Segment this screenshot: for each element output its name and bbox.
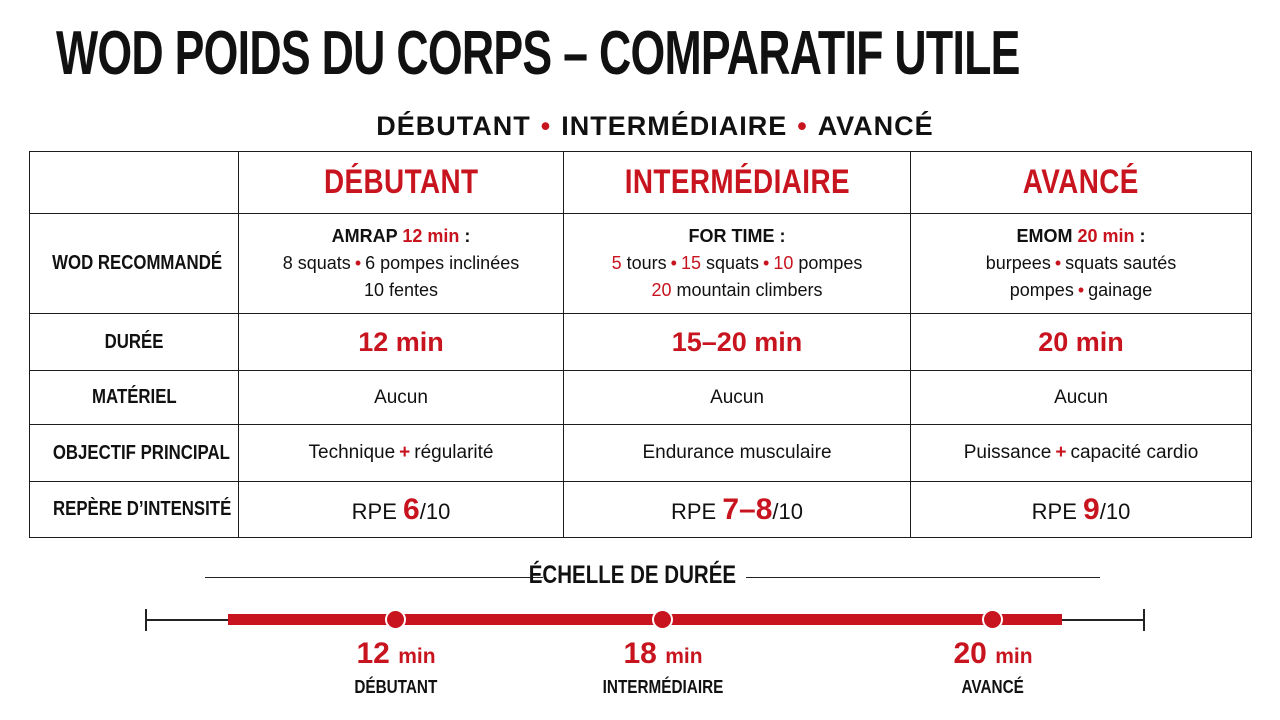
exercise-name: 10 fentes	[363, 280, 439, 300]
axis-start-tick	[145, 609, 147, 631]
row-label-duration: DURÉE	[30, 314, 239, 371]
bullet-separator: •	[670, 253, 677, 273]
objective-part: Technique	[308, 442, 396, 463]
exercise-name: pompes	[793, 253, 863, 273]
rpe-value: 9	[1083, 492, 1100, 526]
intensity-cell-avance: RPE 9/10	[911, 482, 1252, 538]
wod-format-line	[917, 223, 1245, 250]
scale-marker-debutant	[385, 609, 406, 630]
wod-cell-avance	[911, 214, 1252, 314]
wod-description	[570, 223, 904, 304]
equipment-cell-avance: Aucun	[911, 371, 1252, 425]
table-row-intensity	[30, 482, 1252, 538]
column-header-avance: AVANCÉ	[911, 152, 1252, 214]
duration-scale-title: ÉCHELLE DE DURÉE	[528, 561, 736, 589]
row-label-equipment: MATÉRIEL	[30, 371, 239, 425]
subtitle-level-debutant: DÉBUTANT	[376, 111, 531, 141]
scale-label-debutant: 12 min DÉBUTANT	[354, 637, 438, 697]
objective-text	[964, 442, 1199, 463]
bullet-separator: •	[1054, 253, 1062, 273]
equipment-cell-intermediaire: Aucun	[564, 371, 911, 425]
table-row-equipment	[30, 371, 1252, 425]
exercise-name: squats sautés	[1065, 253, 1177, 273]
exercise-name: tours	[621, 253, 667, 273]
objective-text	[642, 442, 831, 463]
objective-cell-avance	[911, 425, 1252, 482]
equipment-cell-debutant: Aucun	[239, 371, 564, 425]
scale-marker-avance	[982, 609, 1003, 630]
wod-colon: :	[459, 226, 471, 246]
comparison-table	[29, 151, 1252, 538]
exercise-count: 15	[680, 253, 701, 273]
rpe-value: 7–8	[722, 492, 773, 526]
subtitle-separator-dot: •	[540, 111, 552, 141]
wod-exercise-line	[245, 250, 557, 277]
rpe-value: 6	[403, 492, 420, 526]
wod-format-line	[245, 223, 557, 250]
wod-time: 20 min	[1077, 226, 1135, 246]
objective-cell-debutant	[239, 425, 564, 482]
wod-cell-debutant	[239, 214, 564, 314]
scale-label-avance: 20 min AVANCÉ	[953, 637, 1033, 697]
objective-part: Puissance	[963, 442, 1052, 463]
duration-cell-debutant: 12 min	[239, 314, 564, 371]
intensity-cell-debutant: RPE 6/10	[239, 482, 564, 538]
intensity-cell-intermediaire: RPE 7–8/10	[564, 482, 911, 538]
duration-cell-avance: 20 min	[911, 314, 1252, 371]
wod-exercise-line	[917, 250, 1245, 277]
exercise-name: burpees	[985, 253, 1051, 273]
wod-colon: :	[1134, 226, 1146, 246]
axis-end-tick	[1143, 609, 1145, 631]
objective-cell-intermediaire	[564, 425, 911, 482]
bullet-separator: •	[354, 253, 362, 273]
column-header-intermediaire: INTERMÉDIAIRE	[564, 152, 911, 214]
row-label-intensity: REPÈRE D’INTENSITÉ	[30, 482, 239, 538]
table-row-wod	[30, 214, 1252, 314]
bullet-separator: •	[1077, 280, 1085, 300]
wod-exercise-line	[570, 277, 904, 304]
exercise-count: 5	[611, 253, 622, 273]
exercise-name: 8 squats	[282, 253, 351, 273]
wod-description	[917, 223, 1245, 304]
plus-sign: +	[1055, 442, 1067, 463]
scale-label-intermediaire: 18 min INTERMÉDIAIRE	[602, 637, 724, 697]
objective-part: régularité	[414, 442, 494, 463]
subtitle-level-intermediaire: INTERMÉDIAIRE	[561, 111, 788, 141]
exercise-name: 6 pompes inclinées	[365, 253, 520, 273]
exercise-name: pompes	[1009, 280, 1074, 300]
table-header-row	[30, 152, 1252, 214]
subtitle-separator-dot: •	[797, 111, 808, 141]
objective-part: Endurance musculaire	[642, 442, 832, 463]
exercise-name: squats	[700, 253, 760, 273]
wod-time: 12 min	[402, 226, 460, 246]
duration-range-bar	[228, 614, 1062, 625]
row-label-objective: OBJECTIF PRINCIPAL	[30, 425, 239, 482]
wod-exercise-line	[917, 277, 1245, 304]
table-row-duration	[30, 314, 1252, 371]
bullet-separator: •	[763, 253, 770, 273]
duration-cell-intermediaire: 15–20 min	[564, 314, 911, 371]
row-label-wod: WOD RECOMMANDÉ	[30, 214, 239, 314]
exercise-name: mountain climbers	[671, 280, 823, 300]
plus-sign: +	[399, 442, 411, 463]
exercise-name: gainage	[1088, 280, 1153, 300]
wod-format: AMRAP	[331, 226, 398, 246]
wod-exercise-line	[570, 250, 904, 277]
exercise-count: 20	[651, 280, 672, 300]
level-subtitle	[0, 108, 1280, 144]
page-title: WOD POIDS DU CORPS – COMPARATIF UTILE	[56, 19, 1020, 88]
scale-marker-intermediaire	[652, 609, 673, 630]
wod-format-line	[570, 223, 904, 250]
wod-exercise-line	[245, 277, 557, 304]
table-row-objective	[30, 425, 1252, 482]
subtitle-level-avance: AVANCÉ	[817, 111, 934, 141]
column-header-debutant: DÉBUTANT	[239, 152, 564, 214]
wod-description	[245, 223, 557, 304]
wod-cell-intermediaire	[564, 214, 911, 314]
wod-format: EMOM	[1016, 226, 1073, 246]
wod-format: FOR TIME :	[688, 226, 786, 246]
corner-cell	[30, 152, 239, 214]
objective-part: capacité cardio	[1070, 442, 1199, 463]
exercise-count: 10	[773, 253, 794, 273]
objective-text	[309, 442, 494, 463]
